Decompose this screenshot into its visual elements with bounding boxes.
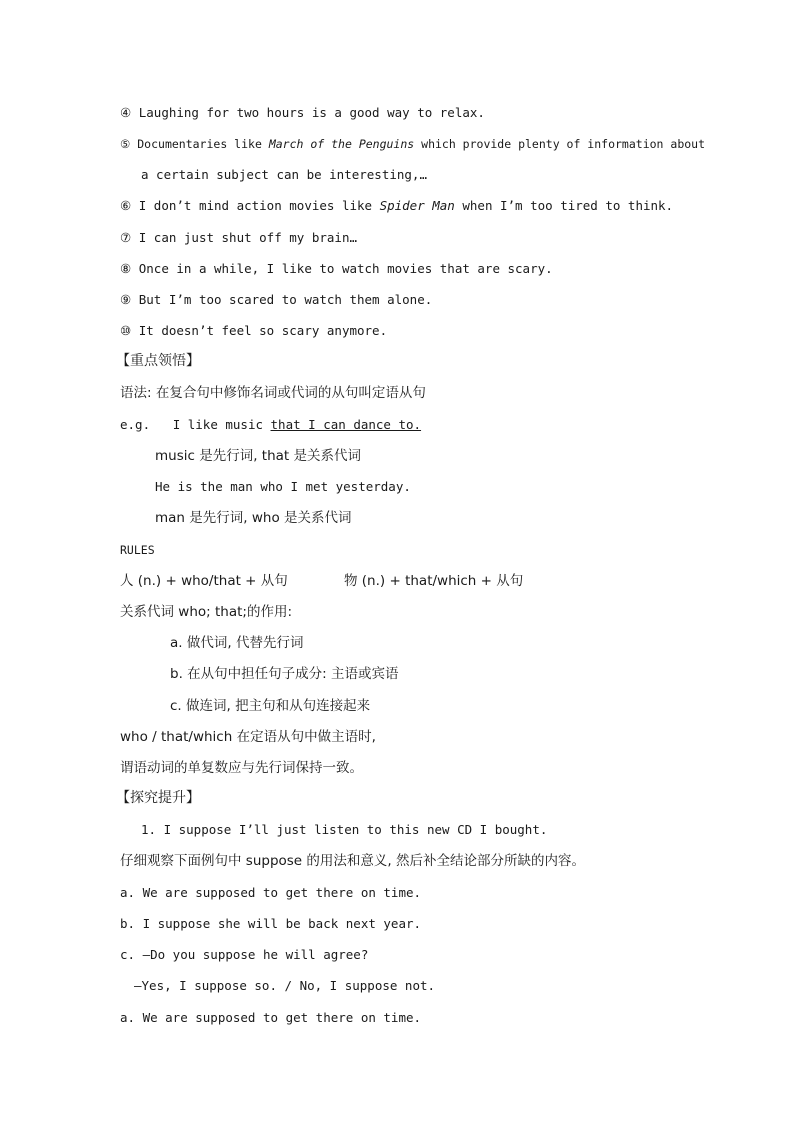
- sentence-7: [120, 229, 357, 247]
- section-heading-explore: 【探究提升】: [116, 790, 200, 806]
- explore-example-c: c. —Do you suppose he will agree?: [120, 947, 369, 962]
- explore-item-1: 1. I suppose I’ll just listen to this new CD I bought.: [141, 822, 548, 837]
- sentence-number: ⑦: [120, 230, 132, 245]
- agreement-line-2: 谓语动词的单复数应与先行词保持一致。: [120, 760, 363, 776]
- sentence-text: a certain subject can be interesting,…: [141, 167, 427, 182]
- sentence-9: [120, 291, 432, 309]
- explore-example-b: b. I suppose she will be back next year.: [120, 916, 422, 931]
- sentence-5-continued: [141, 166, 427, 184]
- sentence-text: Laughing for two hours is a good way to relax.: [138, 105, 485, 120]
- sentence-text-post: when I’m too tired to think.: [454, 198, 674, 213]
- sentence-number: ⑨: [120, 292, 132, 307]
- role-a: a. 做代词, 代替先行词: [170, 635, 304, 651]
- role-b: b. 在从句中担任句子成分: 主语或宾语: [170, 666, 399, 682]
- example-1-note: music 是先行词, that 是关系代词: [155, 448, 361, 464]
- sentence-text: But I’m too scared to watch them alone.: [138, 292, 433, 307]
- example-label: e.g.: [120, 417, 151, 432]
- sentence-number: ⑥: [120, 198, 132, 213]
- grammar-definition: 语法: 在复合句中修饰名词或代词的从句叫定语从句: [120, 385, 426, 401]
- underlined-clause: that I can dance to.: [270, 417, 422, 432]
- sentence-text-post: which provide plenty of information about: [414, 137, 706, 151]
- sentence-6: [120, 197, 673, 215]
- sentence-text: I can just shut off my brain…: [138, 230, 357, 245]
- rule-thing: 物 (n.) + that/which + 从句: [344, 573, 524, 589]
- sentence-number: ⑩: [120, 323, 132, 338]
- explore-instruction: 仔细观察下面例句中 suppose 的用法和意义, 然后补全结论部分所缺的内容。: [120, 853, 585, 869]
- sentence-text-pre: Documentaries like: [137, 137, 269, 151]
- example-text: I like music: [172, 417, 271, 432]
- sentence-text-pre: I don’t mind action movies like: [138, 198, 380, 213]
- sentence-8: [120, 260, 553, 278]
- explore-example-a: a. We are supposed to get there on time.: [120, 885, 422, 900]
- sentence-number: ④: [120, 105, 132, 120]
- sentence-4: [120, 104, 485, 122]
- sentence-10: [120, 322, 387, 340]
- example-1: [120, 416, 421, 434]
- relative-pronoun-role-title: 关系代词 who; that;的作用:: [120, 604, 292, 620]
- example-2: He is the man who I met yesterday.: [155, 479, 411, 494]
- explore-example-a-repeat: a. We are supposed to get there on time.: [120, 1010, 422, 1025]
- sentence-5: [120, 135, 705, 153]
- agreement-line-1: who / that/which 在定语从句中做主语时,: [120, 729, 376, 745]
- movie-title: Spider Man: [379, 198, 455, 213]
- sentence-text: Once in a while, I like to watch movies that are scary.: [138, 261, 553, 276]
- sentence-text: It doesn’t feel so scary anymore.: [138, 323, 388, 338]
- example-2-note: man 是先行词, who 是关系代词: [155, 510, 352, 526]
- explore-example-c-answer: —Yes, I suppose so. / No, I suppose not.: [134, 978, 436, 993]
- role-c: c. 做连词, 把主句和从句连接起来: [170, 698, 371, 714]
- rules-label: RULES: [120, 543, 155, 557]
- sentence-number: ⑤: [120, 137, 131, 151]
- section-heading-key-points: 【重点领悟】: [116, 353, 200, 369]
- movie-title: March of the Penguins: [268, 137, 415, 151]
- rule-person: 人 (n.) + who/that + 从句: [120, 573, 288, 589]
- sentence-number: ⑧: [120, 261, 132, 276]
